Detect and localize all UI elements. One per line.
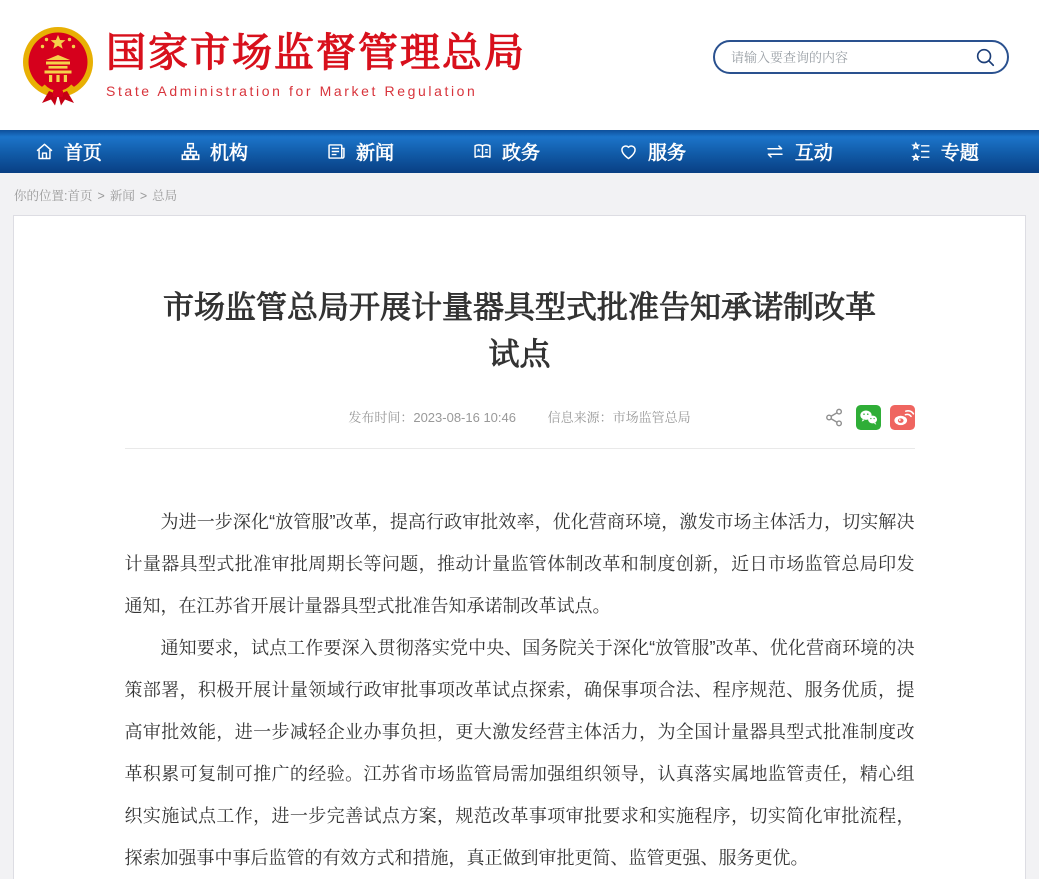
content-panel [13, 215, 1026, 879]
topics-list-icon [911, 141, 932, 162]
breadcrumb [0, 173, 1039, 215]
publish-time [348, 410, 516, 425]
newspaper-icon [326, 141, 347, 162]
publish-time-value: 2023-08-16 10:46 [413, 410, 516, 425]
article-paragraph: 为进一步深化“放管服”改革，提高行政审批效率，优化营商环境，激发市场主体活力，切实解决计量器具型式批准审批周期长等问题，推动计量监管体制改革和制度创新，近日市场监管总局印发通知，在江苏省开展计量器具型式批准告知承诺制改革试点。 [124, 512, 915, 616]
national-emblem-logo [18, 24, 98, 108]
breadcrumb-separator: > [139, 189, 148, 203]
nav-item-label: 首页 [64, 143, 103, 164]
nav-item-label: 服务 [647, 143, 686, 164]
nav-item-label: 互动 [794, 143, 833, 164]
nav-item-service[interactable] [618, 138, 686, 165]
breadcrumb-prefix: 你的位置: [14, 189, 68, 203]
gov-affairs-icon [472, 141, 493, 162]
nav-item-label: 专题 [940, 143, 979, 164]
search-input[interactable] [729, 49, 973, 66]
exchange-arrows-icon [764, 141, 786, 162]
site-title-chinese: 国家市场监督管理总局 [106, 31, 526, 75]
breadcrumb-item-news[interactable]: 新闻 [109, 189, 135, 203]
main-nav [0, 130, 1039, 173]
site-title-english: State Administration for Market Regulation [106, 83, 478, 99]
heart-icon [618, 141, 639, 162]
info-source [548, 410, 691, 425]
publish-time-label: 发布时间： [348, 410, 414, 425]
breadcrumb-item-home[interactable]: 首页 [67, 189, 93, 203]
home-icon [34, 141, 55, 162]
article [125, 284, 915, 879]
search-icon [974, 46, 996, 68]
article-paragraph: 通知要求，试点工作要深入贯彻落实党中央、国务院关于深化“放管服”改革、优化营商环境的决策部署，积极开展计量领域行政审批事项改革试点探索，确保事项合法、程序规范、服务优质，提高审批效能，进一步减轻企业办事负担，更大激发经营主体活力，为全国计量器具型式批准制度改革积累可复制可推广的经验。江苏省市场监管局需加强组织领导，认真落实属地监管责任，精心组织实施试点工作，进一步完善试点方案，规范改革事项审批要求和实施程序，切实简化审批流程，探索加强事中事后监管的有效方式和措施，真正做到审批更简、监管更强、服务更优。 [124, 638, 915, 868]
info-source-value: 市场监管总局 [612, 410, 691, 425]
nav-item-label: 机构 [209, 143, 248, 164]
meta-divider [125, 448, 915, 449]
nav-item-news[interactable] [326, 138, 394, 165]
site-header [0, 0, 1039, 130]
info-source-label: 信息来源： [547, 410, 613, 425]
search-box [713, 40, 1009, 74]
share-toolbar [822, 405, 915, 430]
nav-item-label: 新闻 [355, 143, 394, 164]
article-title: 市场监管总局开展计量器具型式批准告知承诺制改革试点 [163, 290, 876, 372]
nav-item-label: 政务 [501, 143, 540, 164]
nav-item-gov[interactable] [472, 138, 540, 165]
nav-item-topics[interactable] [911, 138, 979, 165]
share-nodes-icon[interactable] [822, 405, 847, 430]
wechat-icon[interactable] [856, 405, 881, 430]
nav-item-interact[interactable] [764, 138, 833, 165]
breadcrumb-separator: > [97, 189, 105, 203]
nav-item-home[interactable] [34, 138, 102, 165]
weibo-icon[interactable] [890, 405, 915, 430]
site-brand [106, 30, 526, 99]
search-button[interactable] [973, 45, 997, 69]
article-body [125, 501, 915, 879]
org-chart-icon [180, 141, 201, 162]
breadcrumb-item-bureau[interactable]: 总局 [152, 189, 178, 203]
nav-item-org[interactable] [180, 138, 248, 165]
article-meta [125, 404, 915, 432]
